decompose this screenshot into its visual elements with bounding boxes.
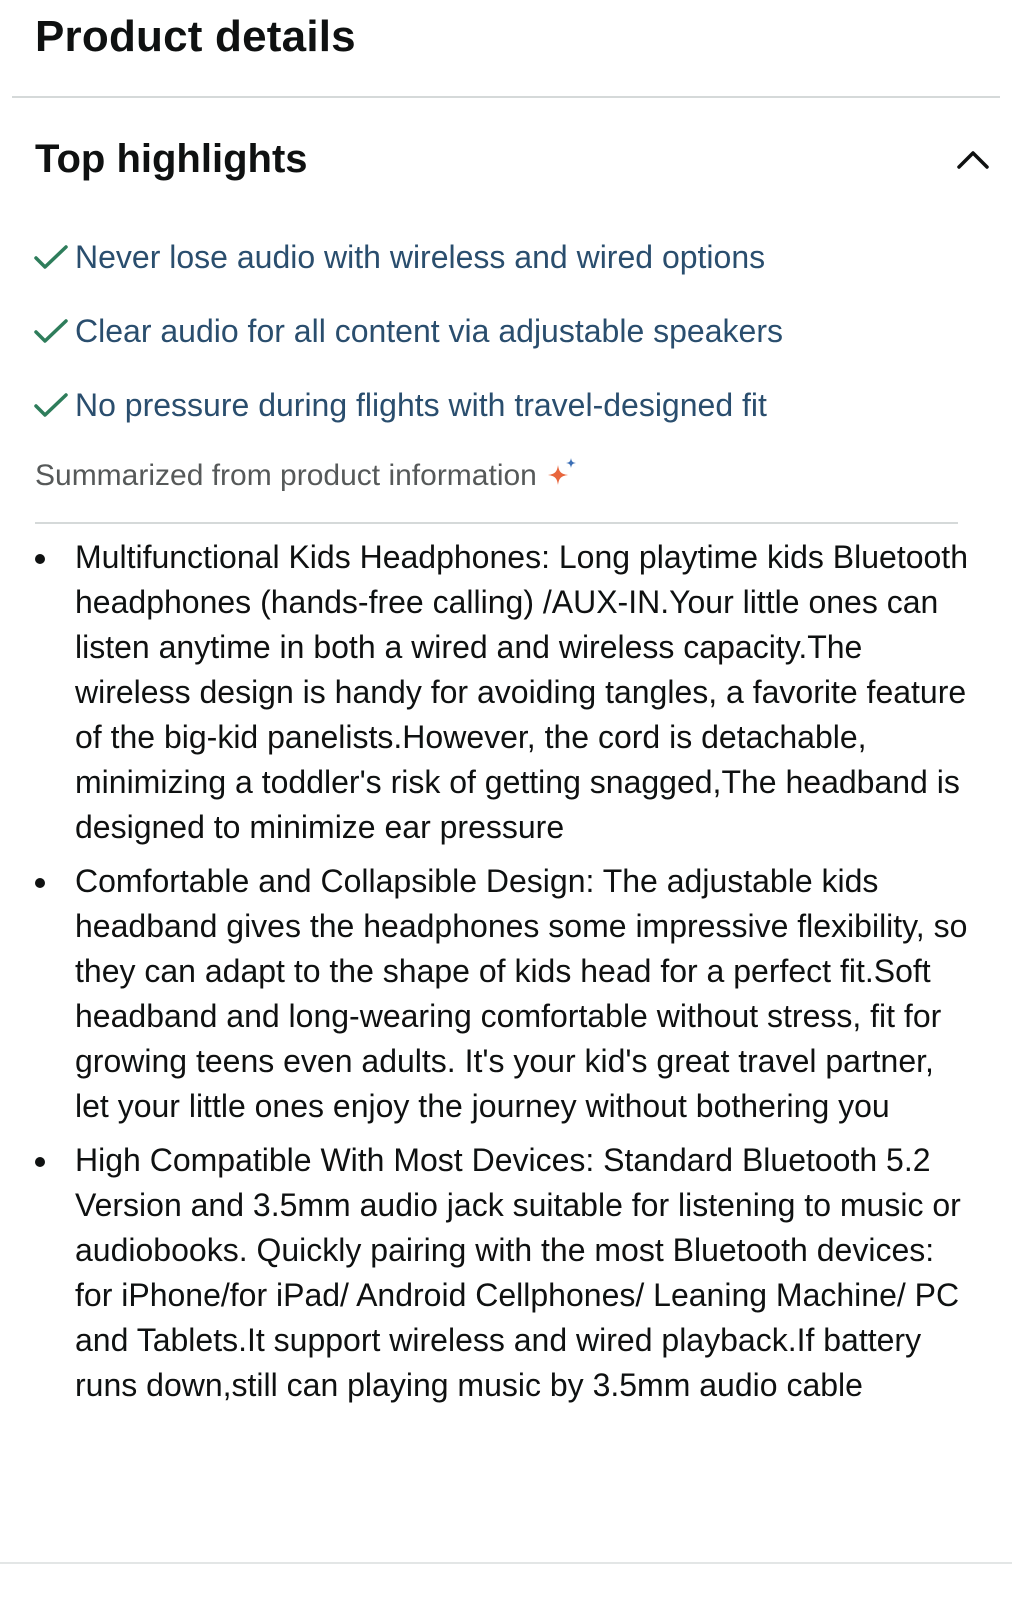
section-title: Top highlights	[35, 137, 308, 181]
bullet-icon	[35, 878, 45, 888]
title-divider	[12, 96, 1000, 98]
highlight-text: No pressure during flights with travel-designed fit	[75, 387, 767, 423]
content-divider	[35, 522, 958, 524]
page-title: Product details	[35, 12, 356, 61]
list-item	[35, 1138, 975, 1408]
top-highlights-toggle[interactable]	[35, 128, 985, 190]
bullet-icon	[35, 1157, 45, 1167]
check-icon	[33, 313, 69, 349]
detail-text: Comfortable and Collapsible Design: The adjustable kids headband gives the headphones some impressive flexibility, so they can adapt to the shape of kids head for a perfect fit.Soft headband and long-wearing comfortable without stress, fit for growing teens even adults. It's your kid's great travel partner, let your little ones enjoy the journey without bothering you	[75, 863, 968, 1124]
highlight-item	[33, 378, 993, 432]
highlight-item	[33, 304, 993, 358]
summary-note	[35, 452, 579, 500]
chevron-up-icon[interactable]	[953, 139, 993, 179]
check-icon	[33, 239, 69, 275]
detail-text: Multifunctional Kids Headphones: Long playtime kids Bluetooth headphones (hands-free calling) /AUX-IN.Your little ones can listen anytime in both a wired and wireless capacity.The wireless design is handy for avoiding tangles, a favorite feature of the big-kid panelists.However, the cord is detachable, minimizing a toddler's risk of getting snagged,The headband is designed to minimize ear pressure	[75, 539, 968, 845]
list-item	[35, 535, 975, 850]
highlights-list	[33, 230, 993, 452]
highlight-text: Clear audio for all content via adjustable speakers	[75, 313, 783, 349]
list-item	[35, 859, 975, 1129]
detail-text: High Compatible With Most Devices: Standard Bluetooth 5.2 Version and 3.5mm audio jack suitable for listening to music or audiobooks. Quickly pairing with the most Bluetooth devices: for iPhone/for iPad/ Android Cellphones/ Leaning Machine/ PC and Tablets.It support wireless and wired playback.If battery runs down,still can playing music by 3.5mm audio cable	[75, 1142, 961, 1403]
highlight-text: Never lose audio with wireless and wired options	[75, 239, 766, 275]
bottom-divider	[0, 1562, 1012, 1564]
bullet-icon	[35, 554, 45, 564]
details-list	[35, 535, 975, 1417]
check-icon	[33, 387, 69, 423]
highlight-item	[33, 230, 993, 284]
sparkle-icon	[545, 456, 579, 490]
summary-text: Summarized from product information	[35, 459, 537, 492]
